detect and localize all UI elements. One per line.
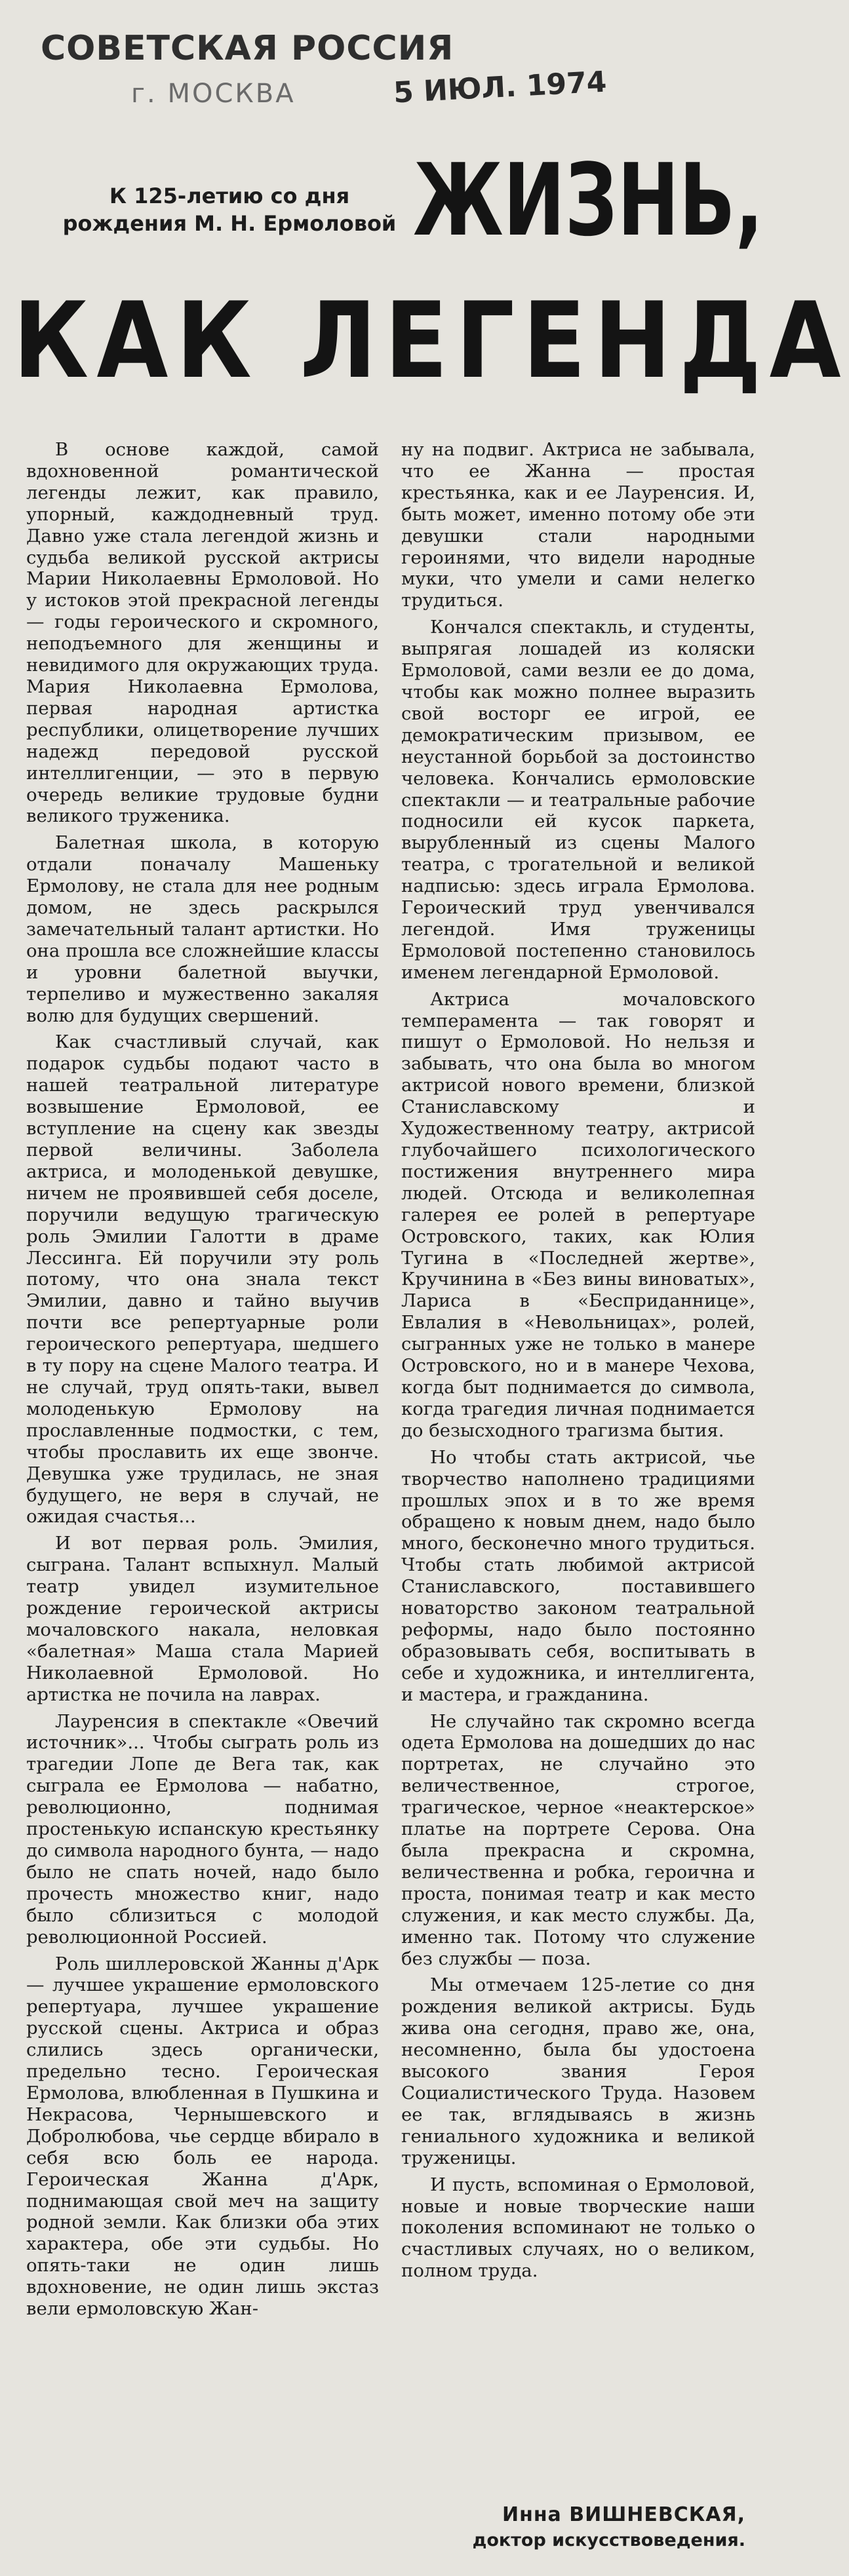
paragraph: Мы отмечаем 125-летие со дня рождения великой актрисы. Будь жива она сегодня, право же, она, несомненно, была бы удостоена высокого звания Героя Социалистического Труда. Назовем ее так, вглядываясь в жизнь гениального художника и великой труженицы.: [401, 1974, 755, 2168]
article-column-left: [26, 439, 379, 2325]
city-stamp: г. МОСКВА: [131, 79, 296, 109]
article-subtitle: [46, 182, 413, 237]
subtitle-line-2: рождения М. Н. Ермоловой: [62, 211, 397, 236]
author-name: Инна ВИШНЕВСКАЯ,: [502, 2503, 745, 2526]
paragraph: Балетная школа, в которую отдали поначалу Машеньку Ермолову, не стала для нее родным домом, не здесь раскрылся замечательный талант артистки. Но она прошла все сложнейшие классы и уровни балетной выучки, терпеливо и мужественно закаляя волю для будущих свершений.: [26, 832, 379, 1026]
author-title: доктор искусствоведения.: [472, 2530, 745, 2550]
date-stamp: 5 ИЮЛ. 1974: [392, 65, 608, 110]
headline-line-1: ЖИЗНЬ,: [413, 142, 764, 258]
byline: [473, 2503, 745, 2550]
paragraph: И вот первая роль. Эмилия, сыграна. Талант вспыхнул. Малый театр увидел изумительное рождение героической актрисы мочаловского накала, неловкая «балетная» Маша стала Марией Николаевной Ермоловой. Но артистка не почила на лаврах.: [26, 1533, 379, 1705]
newspaper-name-stamp: СОВЕТСКАЯ РОССИЯ: [41, 29, 454, 68]
paragraph: Но чтобы стать актрисой, чье творчество наполнено традициями прошлых эпох и в то же время обращено к новым днем, надо было много, бесконечно много трудиться. Чтобы стать любимой актрисой Станиславского, поставившего новаторство законом театральной реформы, надо было постоянно образовывать себя, воспитывать в себе и художника, и интеллигента, и мастера, и гражданина.: [401, 1446, 755, 1705]
paragraph: ну на подвиг. Актриса не забывала, что ее Жанна — простая крестьянка, как и ее Лауренсия. И, быть может, именно потому обе эти девушки стали народными героинями, что видели народные муки, что умели и сами нелегко трудиться.: [401, 439, 755, 611]
paragraph: Не случайно так скромно всегда одета Ермолова на дошедших до нас портретах, не случайно это величественное, строгое, трагическое, черное «неактерское» платье на портрете Серова. Она была прекрасна и скромна, величественна и робка, героична и проста, понимая театр и как место служения, и как место службы. Да, именно так. Потому что служение без службы — поза.: [401, 1710, 755, 1969]
headline-line-2: КАК ЛЕГЕНДА: [13, 279, 849, 402]
paragraph: Роль шиллеровской Жанны д'Арк — лучшее украшение ермоловского репертуара, лучшее украшение русской сцены. Актриса и образ слились здесь органически, предельно тесно. Героическая Ермолова, влюбленная в Пушкина и Некрасова, Чернышевского и Добролюбова, чье сердце вбирало в себя всю боль ее народа. Героическая Жанна д'Арк, поднимающая свой меч на защиту родной земли. Как близки оба этих характера, обе эти судьбы. Но опять-таки не один лишь вдохновение, не один лишь экстаз вели ермоловскую Жан-: [26, 1953, 379, 2320]
paragraph: Актриса мочаловского темперамента — так говорят и пишут о Ермоловой. Но нельзя и забывать, что она была во многом актрисой нового времени, близкой Станиславскому и Художественному театру, актрисой глубочайшего психологического постижения внутреннего мира людей. Отсюда и великолепная галерея ее ролей в репертуаре Островского, таких, как Юлия Тугина в «Последней жертве», Кручинина в «Без вины виноватых», Лариса в «Бесприданнице», Евлалия в «Невольницах», ролей, сыгранных уже не только в манере Островского, но и в манере Чехова, когда быт поднимается до символа, когда трагедия личная поднимается до безысходного трагизма бытия.: [401, 988, 755, 1441]
paragraph: В основе каждой, самой вдохновенной романтической легенды лежит, как правило, упорный, каждодневный труд. Давно уже стала легендой жизнь и судьба великой русской актрисы Марии Николаевны Ермоловой. Но у истоков этой прекрасной легенды — годы героического и скромного, неподъемного для женщины и невидимого для окружающих труда. Мария Николаевна Ермолова, первая народная артистка республики, олицетворение лучших надежд передовой русской интеллигенции, — это в первую очередь великие трудовые будни великого труженика.: [26, 439, 379, 827]
paragraph: Лауренсия в спектакле «Овечий источник»... Чтобы сыграть роль из трагедии Лопе де Вега так, как сыграла ее Ермолова — набатно, революционно, поднимая простенькую испанскую крестьянку до символа народного бунта, — надо было не спать ночей, надо было прочесть множество книг, надо было сблизиться с молодой революционной Россией.: [26, 1710, 379, 1948]
subtitle-line-1: К 125-летию со дня: [109, 183, 350, 208]
article-column-right: [401, 439, 755, 2287]
masthead: [0, 0, 759, 151]
paragraph: Кончался спектакль, и студенты, выпрягая лошадей из коляски Ермоловой, сами везли ее до дома, чтобы как можно полнее выразить свой восторг ее игрой, ее демократическим призывом, ее неустанной борьбой за достоинство человека. Кончались ермоловские спектакли — и театральные рабочие подносили ей кусок паркета, вырубленный из сцены Малого театра, с трогательной и великой надписью: здесь играла Ермолова. Героический труд увенчивался легендой. Имя труженицы Ермоловой постепенно становилось именем легендарной Ермоловой.: [401, 617, 755, 983]
paragraph: И пусть, вспоминая о Ермоловой, новые и новые творческие наши поколения вспоминают не только о счастливых случаях, но о великом, полном труда.: [401, 2174, 755, 2282]
paragraph: Как счастливый случай, как подарок судьбы подают часто в нашей театральной литературе возвышение Ермоловой, ее вступление на сцену как звезды первой величины. Заболела актриса, и молоденькой девушке, ничем не проявившей себя доселе, поручили ведущую трагическую роль Эмилии Галотти в драме Лессинга. Ей поручили эту роль потому, что она знала текст Эмилии, давно и тайно выучив почти все репертуарные роли героического репертуара, шедшего в ту пору на сцене Малого театра. И не случай, труд опять-таки, вывел молоденькую Ермолову на прославленные подмостки, с тем, чтобы прославить их еще звонче. Девушка уже трудилась, не зная будущего, не веря в случай, не ожидая счастья...: [26, 1031, 379, 1528]
